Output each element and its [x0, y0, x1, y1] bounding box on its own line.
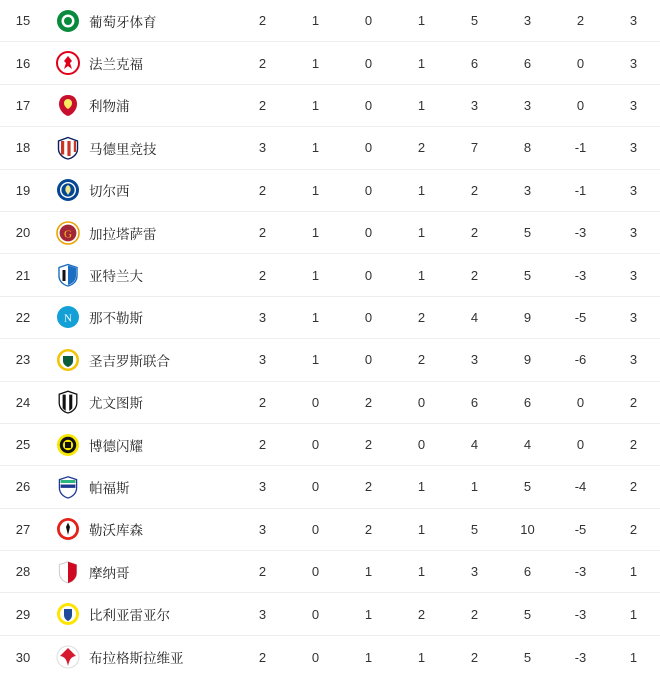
- team-name: 博德闪耀: [89, 438, 143, 454]
- goal-diff-cell: -5: [574, 309, 587, 325]
- loss-cell: 2: [417, 309, 426, 325]
- draw-cell: 0: [364, 140, 373, 156]
- points-cell: 2: [629, 437, 638, 453]
- draw-cell: 1: [364, 649, 373, 665]
- table-row[interactable]: [0, 127, 660, 169]
- points-cell: 2: [629, 479, 638, 495]
- team-name: 利物浦: [89, 99, 130, 115]
- loss-cell: 2: [417, 606, 426, 622]
- liverpool-crest-icon: [56, 93, 80, 117]
- points-cell: 1: [629, 606, 638, 622]
- goals-against-cell: 10: [520, 521, 535, 537]
- win-cell: 1: [311, 309, 320, 325]
- loss-cell: 2: [417, 352, 426, 368]
- loss-cell: 1: [417, 479, 426, 495]
- played-cell: 3: [258, 140, 267, 156]
- goals-against-cell: 5: [523, 606, 532, 622]
- rank-cell: 17: [15, 97, 31, 113]
- table-row[interactable]: [0, 636, 660, 678]
- team-cell[interactable]: [46, 517, 236, 541]
- table-row[interactable]: [0, 424, 660, 466]
- points-cell: 3: [629, 309, 638, 325]
- team-name: 切尔西: [89, 184, 130, 200]
- goals-against-cell: 6: [523, 394, 532, 410]
- galatasaray-crest-icon: [56, 221, 80, 245]
- goal-diff-cell: 0: [576, 394, 585, 410]
- team-name: 那不勒斯: [89, 311, 143, 327]
- table-row[interactable]: [0, 170, 660, 212]
- table-row[interactable]: [0, 0, 660, 42]
- played-cell: 2: [258, 225, 267, 241]
- played-cell: 2: [258, 182, 267, 198]
- table-row[interactable]: [0, 297, 660, 339]
- win-cell: 1: [311, 97, 320, 113]
- loss-cell: 1: [417, 521, 426, 537]
- goal-diff-cell: -3: [574, 564, 587, 580]
- team-cell[interactable]: [46, 93, 236, 117]
- goals-for-cell: 3: [470, 352, 479, 368]
- team-name: 摩纳哥: [89, 565, 130, 581]
- goals-against-cell: 9: [523, 352, 532, 368]
- team-cell[interactable]: [46, 221, 236, 245]
- goals-against-cell: 5: [523, 225, 532, 241]
- goals-for-cell: 3: [470, 564, 479, 580]
- rank-cell: 20: [15, 225, 31, 241]
- goals-for-cell: 4: [470, 309, 479, 325]
- goals-against-cell: 8: [523, 140, 532, 156]
- goals-for-cell: 2: [470, 267, 479, 283]
- team-name: 加拉塔萨雷: [89, 226, 157, 242]
- rank-cell: 28: [15, 564, 31, 580]
- goals-against-cell: 4: [523, 437, 532, 453]
- goals-for-cell: 1: [470, 479, 479, 495]
- goals-against-cell: 5: [523, 267, 532, 283]
- win-cell: 0: [311, 564, 320, 580]
- svg-text:N: N: [64, 313, 72, 326]
- win-cell: 1: [311, 55, 320, 71]
- loss-cell: 1: [417, 182, 426, 198]
- table-row[interactable]: [0, 466, 660, 508]
- table-row[interactable]: [0, 254, 660, 296]
- played-cell: 3: [258, 479, 267, 495]
- win-cell: 1: [311, 13, 320, 29]
- played-cell: 3: [258, 309, 267, 325]
- goals-for-cell: 2: [470, 182, 479, 198]
- goals-against-cell: 3: [523, 13, 532, 29]
- goals-against-cell: 3: [523, 97, 532, 113]
- goal-diff-cell: -1: [574, 140, 587, 156]
- goals-against-cell: 6: [523, 564, 532, 580]
- win-cell: 1: [311, 225, 320, 241]
- win-cell: 1: [311, 182, 320, 198]
- team-cell[interactable]: [46, 560, 236, 584]
- team-cell[interactable]: [46, 390, 236, 414]
- draw-cell: 2: [364, 521, 373, 537]
- goal-diff-cell: 0: [576, 55, 585, 71]
- points-cell: 3: [629, 182, 638, 198]
- goal-diff-cell: 0: [576, 97, 585, 113]
- points-cell: 3: [629, 55, 638, 71]
- goals-for-cell: 2: [470, 225, 479, 241]
- rank-cell: 30: [15, 649, 31, 665]
- team-cell[interactable]: [46, 9, 236, 33]
- played-cell: 3: [258, 606, 267, 622]
- loss-cell: 1: [417, 564, 426, 580]
- loss-cell: 0: [417, 437, 426, 453]
- loss-cell: 0: [417, 394, 426, 410]
- win-cell: 1: [311, 140, 320, 156]
- pafos-crest-icon: [56, 475, 80, 499]
- chelsea-crest-icon: [56, 178, 80, 202]
- atalanta-crest-icon: [56, 263, 80, 287]
- table-row[interactable]: [0, 593, 660, 635]
- atletico-crest-icon: [56, 136, 80, 160]
- points-cell: 3: [629, 97, 638, 113]
- played-cell: 2: [258, 97, 267, 113]
- rank-cell: 15: [15, 13, 31, 29]
- goals-against-cell: 9: [523, 309, 532, 325]
- loss-cell: 1: [417, 225, 426, 241]
- rank-cell: 27: [15, 521, 31, 537]
- goal-diff-cell: -3: [574, 267, 587, 283]
- loss-cell: 1: [417, 97, 426, 113]
- team-name: 葡萄牙体育: [89, 14, 157, 30]
- goal-diff-cell: 2: [576, 13, 585, 29]
- goals-against-cell: 5: [523, 479, 532, 495]
- slavia-prague-crest-icon: [56, 645, 80, 669]
- goal-diff-cell: -3: [574, 225, 587, 241]
- win-cell: 0: [311, 394, 320, 410]
- draw-cell: 1: [364, 606, 373, 622]
- team-cell[interactable]: [46, 178, 236, 202]
- draw-cell: 2: [364, 437, 373, 453]
- draw-cell: 0: [364, 309, 373, 325]
- goals-for-cell: 3: [470, 97, 479, 113]
- team-cell[interactable]: [46, 602, 236, 626]
- loss-cell: 1: [417, 267, 426, 283]
- goals-for-cell: 2: [470, 606, 479, 622]
- draw-cell: 0: [364, 225, 373, 241]
- goal-diff-cell: -5: [574, 521, 587, 537]
- table-row[interactable]: [0, 42, 660, 84]
- team-cell[interactable]: [46, 136, 236, 160]
- goals-for-cell: 6: [470, 55, 479, 71]
- rank-cell: 26: [15, 479, 31, 495]
- loss-cell: 1: [417, 649, 426, 665]
- points-cell: 3: [629, 225, 638, 241]
- team-cell[interactable]: [46, 348, 236, 372]
- goal-diff-cell: 0: [576, 437, 585, 453]
- goals-for-cell: 2: [470, 649, 479, 665]
- draw-cell: 0: [364, 352, 373, 368]
- table-row[interactable]: [0, 85, 660, 127]
- draw-cell: 0: [364, 182, 373, 198]
- team-cell[interactable]: [46, 433, 236, 457]
- loss-cell: 2: [417, 140, 426, 156]
- goal-diff-cell: -3: [574, 649, 587, 665]
- table-row[interactable]: [0, 551, 660, 593]
- loss-cell: 1: [417, 55, 426, 71]
- draw-cell: 0: [364, 267, 373, 283]
- team-cell[interactable]: [46, 305, 236, 329]
- goals-for-cell: 6: [470, 394, 479, 410]
- points-cell: 3: [629, 140, 638, 156]
- rank-cell: 22: [15, 309, 31, 325]
- table-row[interactable]: [0, 382, 660, 424]
- rank-cell: 21: [15, 267, 31, 283]
- villarreal-crest-icon: [56, 602, 80, 626]
- team-name: 帕福斯: [89, 480, 130, 496]
- team-name: 圣吉罗斯联合: [89, 353, 170, 369]
- played-cell: 2: [258, 437, 267, 453]
- played-cell: 3: [258, 352, 267, 368]
- played-cell: 3: [258, 521, 267, 537]
- table-row[interactable]: [0, 212, 660, 254]
- rank-cell: 23: [15, 352, 31, 368]
- goals-for-cell: 7: [470, 140, 479, 156]
- draw-cell: 2: [364, 394, 373, 410]
- points-cell: 1: [629, 564, 638, 580]
- win-cell: 1: [311, 267, 320, 283]
- bodo-glimt-crest-icon: [56, 433, 80, 457]
- team-cell[interactable]: [46, 51, 236, 75]
- goals-for-cell: 5: [470, 13, 479, 29]
- played-cell: 2: [258, 394, 267, 410]
- napoli-crest-icon: [56, 305, 80, 329]
- played-cell: 2: [258, 55, 267, 71]
- win-cell: 1: [311, 352, 320, 368]
- played-cell: 2: [258, 649, 267, 665]
- rank-cell: 24: [15, 394, 31, 410]
- team-name: 比利亚雷亚尔: [89, 608, 170, 624]
- rank-cell: 19: [15, 182, 31, 198]
- svg-text:G: G: [64, 228, 72, 241]
- goal-diff-cell: -3: [574, 606, 587, 622]
- points-cell: 2: [629, 521, 638, 537]
- team-name: 尤文图斯: [89, 396, 143, 412]
- goal-diff-cell: -6: [574, 352, 587, 368]
- goals-against-cell: 6: [523, 55, 532, 71]
- team-cell[interactable]: [46, 645, 236, 669]
- team-cell[interactable]: [46, 475, 236, 499]
- team-name: 布拉格斯拉维亚: [89, 651, 184, 667]
- draw-cell: 0: [364, 55, 373, 71]
- draw-cell: 0: [364, 13, 373, 29]
- sporting-crest-icon: [56, 9, 80, 33]
- rank-cell: 16: [15, 55, 31, 71]
- goal-diff-cell: -1: [574, 182, 587, 198]
- monaco-crest-icon: [56, 560, 80, 584]
- table-row[interactable]: [0, 339, 660, 381]
- points-cell: 3: [629, 352, 638, 368]
- win-cell: 0: [311, 521, 320, 537]
- team-name: 法兰克福: [89, 57, 143, 73]
- team-name: 亚特兰大: [89, 269, 143, 285]
- win-cell: 0: [311, 606, 320, 622]
- played-cell: 2: [258, 564, 267, 580]
- team-name: 马德里竞技: [89, 141, 157, 157]
- union-sg-crest-icon: [56, 348, 80, 372]
- leverkusen-crest-icon: [56, 517, 80, 541]
- goal-diff-cell: -4: [574, 479, 587, 495]
- draw-cell: 1: [364, 564, 373, 580]
- team-cell[interactable]: [46, 263, 236, 287]
- win-cell: 0: [311, 479, 320, 495]
- win-cell: 0: [311, 649, 320, 665]
- goals-for-cell: 5: [470, 521, 479, 537]
- goals-for-cell: 4: [470, 437, 479, 453]
- played-cell: 2: [258, 267, 267, 283]
- goals-against-cell: 5: [523, 649, 532, 665]
- points-cell: 3: [629, 13, 638, 29]
- draw-cell: 0: [364, 97, 373, 113]
- rank-cell: 18: [15, 140, 31, 156]
- win-cell: 0: [311, 437, 320, 453]
- rank-cell: 25: [15, 437, 31, 453]
- goals-against-cell: 3: [523, 182, 532, 198]
- frankfurt-crest-icon: [56, 51, 80, 75]
- points-cell: 1: [629, 649, 638, 665]
- played-cell: 2: [258, 13, 267, 29]
- rank-cell: 29: [15, 606, 31, 622]
- table-row[interactable]: [0, 509, 660, 551]
- draw-cell: 2: [364, 479, 373, 495]
- loss-cell: 1: [417, 13, 426, 29]
- team-name: 勒沃库森: [89, 523, 143, 539]
- points-cell: 2: [629, 394, 638, 410]
- juventus-crest-icon: [56, 390, 80, 414]
- points-cell: 3: [629, 267, 638, 283]
